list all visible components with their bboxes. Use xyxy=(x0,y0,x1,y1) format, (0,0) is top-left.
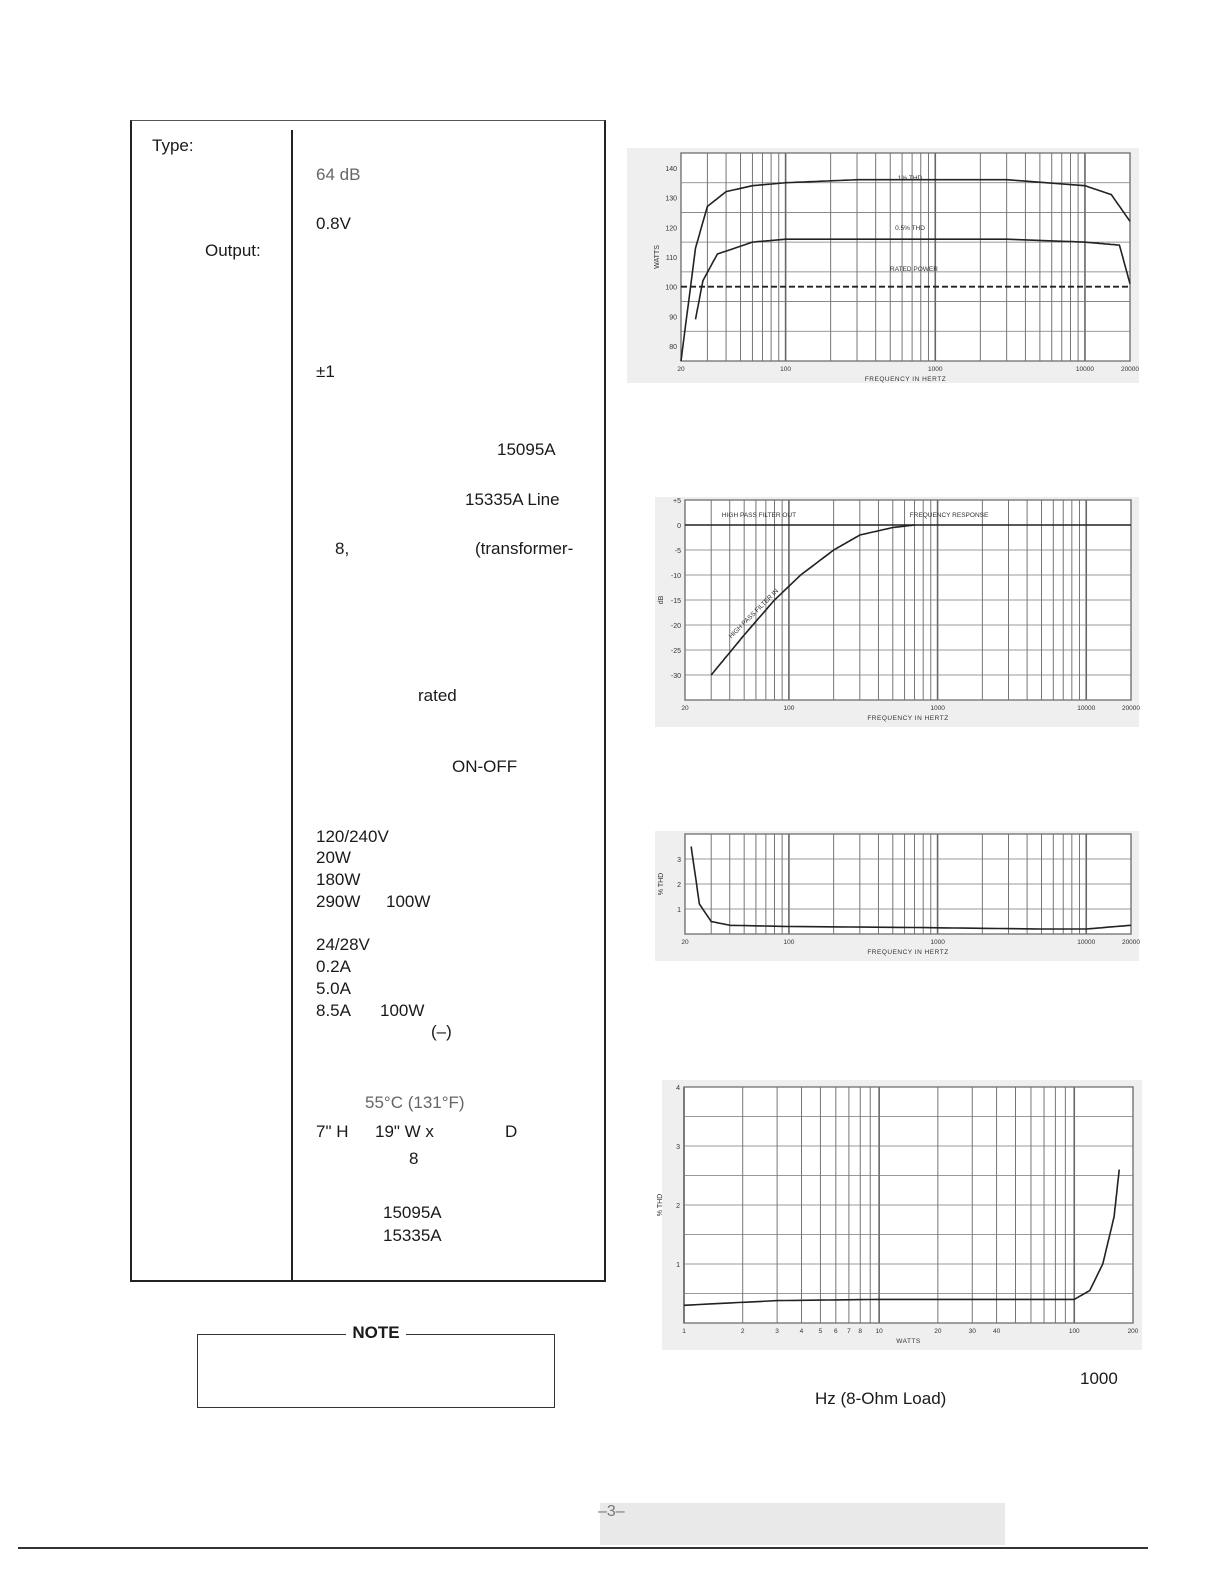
y-tick-label: -10 xyxy=(670,573,681,580)
page-number: –3– xyxy=(598,1503,625,1520)
x-tick-label: 6 xyxy=(834,1328,838,1335)
ac-idle-value: 20W xyxy=(316,848,351,867)
x-tick-label: 100 xyxy=(780,366,792,373)
note-title: NOTE xyxy=(346,1323,405,1342)
dc-voltage-value: 24/28V xyxy=(316,935,370,954)
x-tick-label: 100 xyxy=(1068,1328,1080,1335)
x-tick-label: 20000 xyxy=(1120,366,1140,373)
scan-artifact-band xyxy=(600,1503,1005,1545)
dimension-depth-value: D xyxy=(505,1122,518,1141)
annotation-label: 0.5% THD xyxy=(895,225,925,232)
graph4-caption-line1: 1000 xyxy=(1080,1369,1118,1388)
y-tick-label: -15 xyxy=(670,598,681,605)
x-tick-label: 100 xyxy=(783,939,795,946)
y-tick-label: 80 xyxy=(669,344,677,352)
x-tick-label: 5 xyxy=(818,1328,823,1335)
graph4-caption-line2: Hz (8-Ohm Load) xyxy=(815,1389,947,1408)
switch-value: ON-OFF xyxy=(452,757,518,776)
y-tick-label: 100 xyxy=(665,284,677,292)
ac-voltage-value: 120/240V xyxy=(316,827,389,846)
dimension-width-value: 19" W x xyxy=(375,1122,434,1141)
x-tick-label: 8 xyxy=(858,1328,863,1335)
x-axis-label: FREQUENCY IN HERTZ xyxy=(867,715,949,722)
gain-value: 64 dB xyxy=(316,165,361,184)
y-tick-label: 130 xyxy=(665,195,677,203)
thd-frequency-graph xyxy=(655,831,1139,961)
y-axis-label: % THD xyxy=(658,872,665,896)
x-tick-label: 200 xyxy=(1127,1328,1139,1335)
y-tick-label: 90 xyxy=(669,314,677,322)
output-label: Output: xyxy=(205,241,261,260)
x-axis-label: FREQUENCY IN HERTZ xyxy=(867,949,949,956)
annotation-label: FREQUENCY RESPONSE xyxy=(909,512,989,519)
frequency-response-graph xyxy=(655,497,1139,727)
y-tick-label: 3 xyxy=(677,857,681,864)
dc-idle-value: 0.2A xyxy=(316,957,351,976)
dc-max-value: 8.5A xyxy=(316,1001,351,1020)
x-axis-label: FREQUENCY IN HERTZ xyxy=(864,376,947,383)
y-tick-label: 2 xyxy=(677,882,681,889)
y-tick-label: 3 xyxy=(676,1144,680,1151)
dimension-height-value: 7" H xyxy=(316,1122,349,1141)
annotation-label: RATED POWER xyxy=(890,266,938,273)
x-tick-label: 1000 xyxy=(930,705,945,712)
dc-at-value: 100W xyxy=(380,1001,425,1020)
flatness-value: ±1 xyxy=(316,362,335,381)
x-tick-label: 20 xyxy=(681,705,689,712)
ac-rated-value: 180W xyxy=(316,870,361,889)
rated-value: rated xyxy=(418,686,457,705)
sensitivity-value: 0.8V xyxy=(316,214,351,233)
x-tick-label: 100 xyxy=(783,705,795,712)
thd-power-graph xyxy=(657,1080,1142,1350)
x-tick-label: 20 xyxy=(677,366,685,373)
temperature-value: 55°C (131°F) xyxy=(365,1093,465,1112)
y-axis-label: dB xyxy=(658,595,665,605)
footer-rule xyxy=(18,1547,1148,1549)
x-tick-label: 4 xyxy=(799,1328,804,1335)
y-tick-label: 2 xyxy=(676,1203,680,1210)
y-tick-label: 1 xyxy=(676,1262,680,1269)
y-tick-label: -30 xyxy=(670,673,681,680)
x-tick-label: 30 xyxy=(968,1328,976,1335)
ac-at-value: 100W xyxy=(386,892,431,911)
x-tick-label: 10 xyxy=(875,1328,883,1335)
transformer-value: (transformer- xyxy=(475,539,574,558)
y-tick-label: 4 xyxy=(676,1085,680,1092)
y-tick-label: -25 xyxy=(670,648,681,655)
note-box xyxy=(197,1323,555,1408)
accessory-a-value: 15095A xyxy=(383,1203,442,1222)
x-tick-label: 20000 xyxy=(1121,939,1141,946)
thd-power-graph-panel xyxy=(657,1080,1142,1350)
y-tick-label: 120 xyxy=(665,225,677,233)
x-tick-label: 7 xyxy=(847,1328,851,1335)
y-tick-label: 0 xyxy=(677,523,681,530)
ac-max-value: 290W xyxy=(316,892,361,911)
x-tick-label: 10000 xyxy=(1077,939,1096,946)
x-tick-label: 1 xyxy=(682,1328,686,1335)
x-axis-label: WATTS xyxy=(896,1338,921,1345)
y-tick-label: -5 xyxy=(674,548,681,555)
x-tick-label: 3 xyxy=(775,1328,779,1335)
ground-value: (–) xyxy=(431,1022,452,1041)
model-a-value: 15095A xyxy=(497,440,556,459)
y-tick-label: 110 xyxy=(665,255,677,262)
power-frequency-graph-panel xyxy=(627,148,1139,383)
x-tick-label: 10000 xyxy=(1075,366,1094,373)
y-tick-label: -20 xyxy=(670,623,681,630)
x-tick-label: 1000 xyxy=(930,939,945,946)
y-tick-label: +5 xyxy=(673,498,681,505)
x-tick-label: 2 xyxy=(740,1328,745,1335)
model-b-line-value: 15335A Line xyxy=(465,490,560,509)
thd-frequency-graph-panel xyxy=(655,831,1139,961)
y-tick-label: 1 xyxy=(677,907,681,914)
type-label: Type: xyxy=(152,136,194,155)
y-axis-label: WATTS xyxy=(654,245,661,269)
power-frequency-graph xyxy=(627,148,1139,383)
y-tick-label: 140 xyxy=(665,165,677,173)
x-tick-label: 20000 xyxy=(1121,705,1141,712)
spec-column-divider xyxy=(291,130,293,1282)
x-tick-label: 1000 xyxy=(928,366,943,373)
x-tick-label: 10000 xyxy=(1077,705,1096,712)
annotation-label: HIGH PASS FILTER IN xyxy=(727,587,781,641)
dc-rated-value: 5.0A xyxy=(316,979,351,998)
x-tick-label: 20 xyxy=(681,939,689,946)
annotation-label: HIGH PASS FILTER OUT xyxy=(721,512,797,519)
accessory-b-value: 15335A xyxy=(383,1226,442,1245)
y-axis-label: % THD xyxy=(657,1193,664,1217)
x-tick-label: 40 xyxy=(992,1328,1001,1335)
x-tick-label: 20 xyxy=(934,1328,942,1335)
annotation-label: 1% THD xyxy=(897,175,923,182)
impedance-value: 8, xyxy=(335,539,350,558)
weight-value: 8 xyxy=(409,1149,419,1168)
frequency-response-graph-panel xyxy=(655,497,1139,727)
